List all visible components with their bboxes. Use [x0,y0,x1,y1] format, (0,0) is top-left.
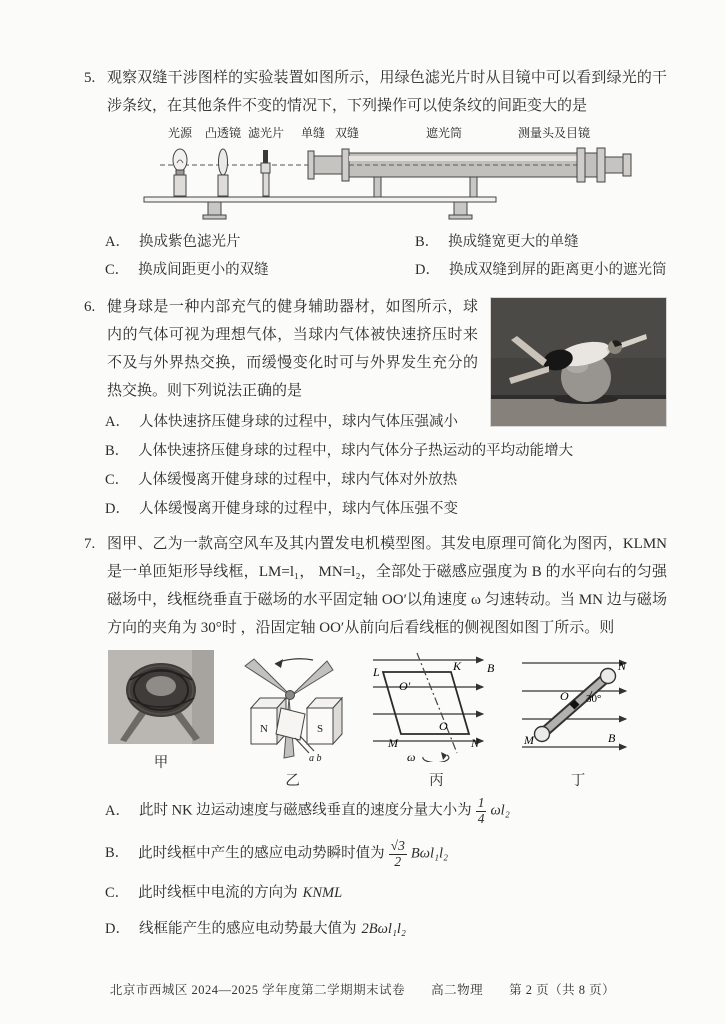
figure-yi [233,650,353,790]
svg-text:N: N [259,723,268,735]
svg-text:O′: O′ [399,679,411,693]
label-light-source: 光源 [167,126,193,140]
question-5 [84,64,667,279]
figure-jia-caption: 甲 [153,755,169,771]
q7-option-a: A． 此时 NK 边运动速度与磁感线垂直的速度分量大小为 $\frac{1}{4}$ ωl₂ [105,795,510,826]
fraction: $\frac{√3}{2}$ [390,837,405,869]
q6-option-c: C． 人体缓慢离开健身球的过程中，球内气体对外放热 [105,472,458,488]
label-double-slit: 双缝 [334,126,360,140]
svg-text:B: B [607,731,616,745]
question-7-text: 图甲、乙为一款高空风车及其内置发电机模型图。其发电原理可简化为图丙，KLMN 是一单匝矩形导线框，LM=l₁， MN=l₂，全部处于磁感应强度为 B 的水平向右的匀强磁场中，线框绕垂直于磁场的水平固定轴 OO′以角速度 ω 匀速转动。当 MN 边与磁场方向的夹角为 30°时 ，沿固定轴 OO′从前向后看线框的侧视图如图丁所示。则 [107,536,667,636]
svg-text:N: N [471,736,480,750]
coil-field-drawing [371,650,501,762]
page-footer: 北京市西城区 2024—2025 学年度第二学期期末试卷 高二物理 第 2 页（共 8 页） [109,983,616,997]
label-filter: 滤光片 [247,126,285,140]
side-view-drawing [520,650,636,762]
label-eyepiece: 测量头及目镜 [517,126,591,140]
svg-text:L: L [373,665,380,679]
svg-text:M: M [523,733,534,747]
q6-option-b: B． 人体快速挤压健身球的过程中，球内气体分子热运动的平均动能增大 [105,443,574,459]
svg-text:O: O [439,719,448,733]
q7-option-d: D． 线框能产生的感应电动势最大值为 2Bωl₁l₂ [105,921,406,938]
question-6-options [84,411,667,520]
question-6 [84,293,667,530]
figure-bing-caption: 丙 [429,773,444,789]
generator-drawing [233,650,353,762]
question-5-text: 观察双缝干涉图样的实验装置如图所示，用绿色滤光片时从目镜中可以看到绿光的干涉条纹，在其他条件不变的情况下，下列操作可以使条纹的间距变大的是 [107,70,667,114]
question-7-figures [108,650,636,790]
question-7-options [84,796,667,941]
svg-text:K: K [453,659,462,673]
figure-ding-caption: 丁 [570,773,586,789]
question-5-options [84,230,667,279]
label-shield-tube: 遮光筒 [425,126,463,140]
q5-option-c: C． 换成间距更小的双缝 [105,262,269,278]
question-5-stem [84,64,667,120]
svg-text:ω: ω [407,750,416,762]
q7-option-b: B． 此时线框中产生的感应电动势瞬时值为 $\frac{√3}{2}$ Bωl₁l₂ [105,837,449,869]
optical-bench-drawing [136,139,641,223]
optical-bench-diagram [136,124,641,224]
question-6-text: 健身球是一种内部充气的健身辅助器材，如图所示，球内的气体可视为理想气体，当球内气体被快速挤压时来不及与外界热交换，而缓慢变化时可与外界发生充分的热交换。则下列说法正确的是 [107,299,478,399]
label-single-slit: 单缝 [300,126,326,140]
svg-text:O: O [559,689,569,703]
svg-text:N: N [617,659,626,673]
question-6-number: 6. [84,299,96,315]
fitness-ball-photo [490,297,667,427]
figure-yi-caption: 乙 [285,773,300,789]
figure-bing [371,650,501,790]
q5-option-a: A． 换成紫色滤光片 [105,234,241,250]
q5-option-d: D． 换成双缝到屏的距离更小的遮光筒 [415,262,667,278]
q5-option-b: B． 换成缝宽更大的单缝 [415,234,579,250]
svg-text:B: B [487,661,495,675]
q7-option-c: C． 此时线框中电流的方向为 KNML [105,885,343,902]
question-7-number: 7. [84,536,96,552]
question-7-stem [84,530,667,642]
svg-text:S: S [316,723,323,735]
q6-option-d: D． 人体缓慢离开健身球的过程中，球内气体压强不变 [105,501,458,517]
figure-jia [108,650,214,790]
q6-option-a: A． 人体快速挤压健身球的过程中，球内气体压强减小 [105,414,458,430]
turbine-photo [108,650,214,744]
question-7 [84,530,667,941]
svg-text:M: M [388,736,399,750]
fraction: $\frac{1}{4}$ [477,795,485,826]
question-5-number: 5. [84,70,96,86]
svg-text:a b: a b [308,753,322,762]
label-convex-lens: 凸透镜 [204,126,242,140]
svg-text:30°: 30° [585,693,602,705]
question-6-stem [84,293,667,405]
figure-ding [520,650,636,790]
